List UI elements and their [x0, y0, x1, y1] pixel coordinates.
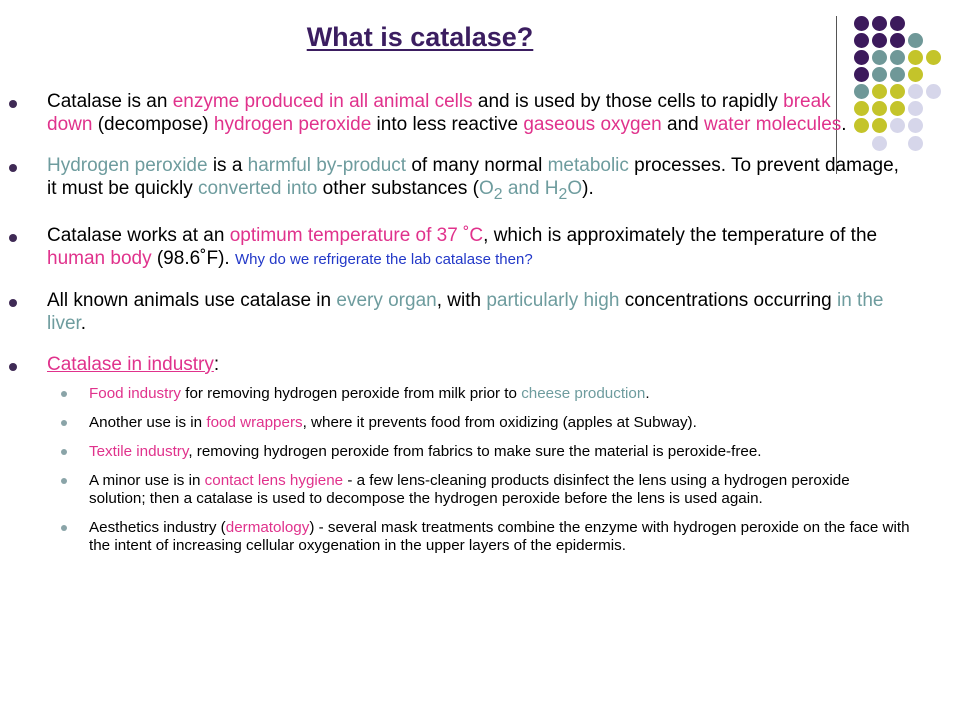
dot-purple [854, 33, 869, 48]
dot-lavender [908, 101, 923, 116]
sub-bullet-textile-industry: Textile industry, removing hydrogen peroxide from fabrics to make sure the material is peroxide-free. [47, 443, 910, 461]
sub-bullet-aesthetics: Aesthetics industry (dermatology) - several mask treatments combine the enzyme with hydrogen peroxide on the face with the intent of increasing cellular oxygenation in the upper layers of the epidermis. [47, 519, 910, 555]
sub-bullet-food-industry: Food industry for removing hydrogen peroxide from milk prior to cheese production. [47, 385, 910, 403]
dot-teal [890, 67, 905, 82]
dot-teal [890, 50, 905, 65]
dot-lavender [926, 84, 941, 99]
sub-bullet-food-wrappers: Another use is in food wrappers, where it prevents food from oxidizing (apples at Subway). [47, 414, 910, 432]
bullet-enzyme-definition: Catalase is an enzyme produced in all animal cells and is used by those cells to rapidly break down (decompose) hydrogen peroxide into less reactive gaseous oxygen and water molecules. [30, 90, 880, 136]
dot-teal [908, 33, 923, 48]
main-bullet-list [30, 90, 910, 566]
bullet-hydrogen-peroxide: Hydrogen peroxide is a harmful by-product of many normal metabolic processes. To prevent damage, it must be quickly converted into other substances ($O_2$ and $H_2O$). [30, 154, 910, 206]
sub-bullet-contact-lens: A minor use is in contact lens hygiene - a few lens-cleaning products disinfect the lens using a hydrogen peroxide solution; then a catalase is used to decompose the hydrogen peroxide before the lens is used again. [47, 472, 910, 508]
dot-purple [854, 16, 869, 31]
slide-title: What is catalase? [306, 22, 534, 52]
industry-sub-list [47, 385, 910, 555]
dot-teal [872, 50, 887, 65]
dot-teal [872, 67, 887, 82]
dot-purple [890, 16, 905, 31]
dot-purple [854, 67, 869, 82]
dot-olive [908, 50, 923, 65]
dot-lavender [908, 136, 923, 151]
dot-purple [872, 16, 887, 31]
dot-purple [854, 50, 869, 65]
dot-olive [926, 50, 941, 65]
dot-lavender [908, 118, 923, 133]
bullet-catalase-industry: Catalase in industry: Food industry for removing hydrogen peroxide from milk prior to cheese production. Another use is in food wrappers, where it prevents food from oxidizing (apples at Subway). Textile industry, removing hydrogen peroxide from fabrics to make sure the material is peroxide-free. A minor use is in contact lens hygiene - a few lens-cleaning products disinfect the lens using a hydrogen peroxide solution; then a catalase is used to decompose the hydrogen peroxide before the lens is used again. Aesthetics industry (dermatology) - several mask treatments combine the enzyme with hydrogen peroxide on the face with the intent of increasing cellular oxygenation in the upper layers of the epidermis. [30, 353, 910, 555]
dot-olive [908, 67, 923, 82]
dot-lavender [908, 84, 923, 99]
dot-purple [890, 33, 905, 48]
bullet-optimum-temperature: Catalase works at an optimum temperature of 37 ˚C, which is approximately the temperature of the human body (98.6˚F). Why do we refrigerate the lab catalase then? [30, 224, 910, 271]
dot-purple [872, 33, 887, 48]
bullet-animals-organs: All known animals use catalase in every organ, with particularly high concentrations occurring in the liver. [30, 289, 910, 335]
